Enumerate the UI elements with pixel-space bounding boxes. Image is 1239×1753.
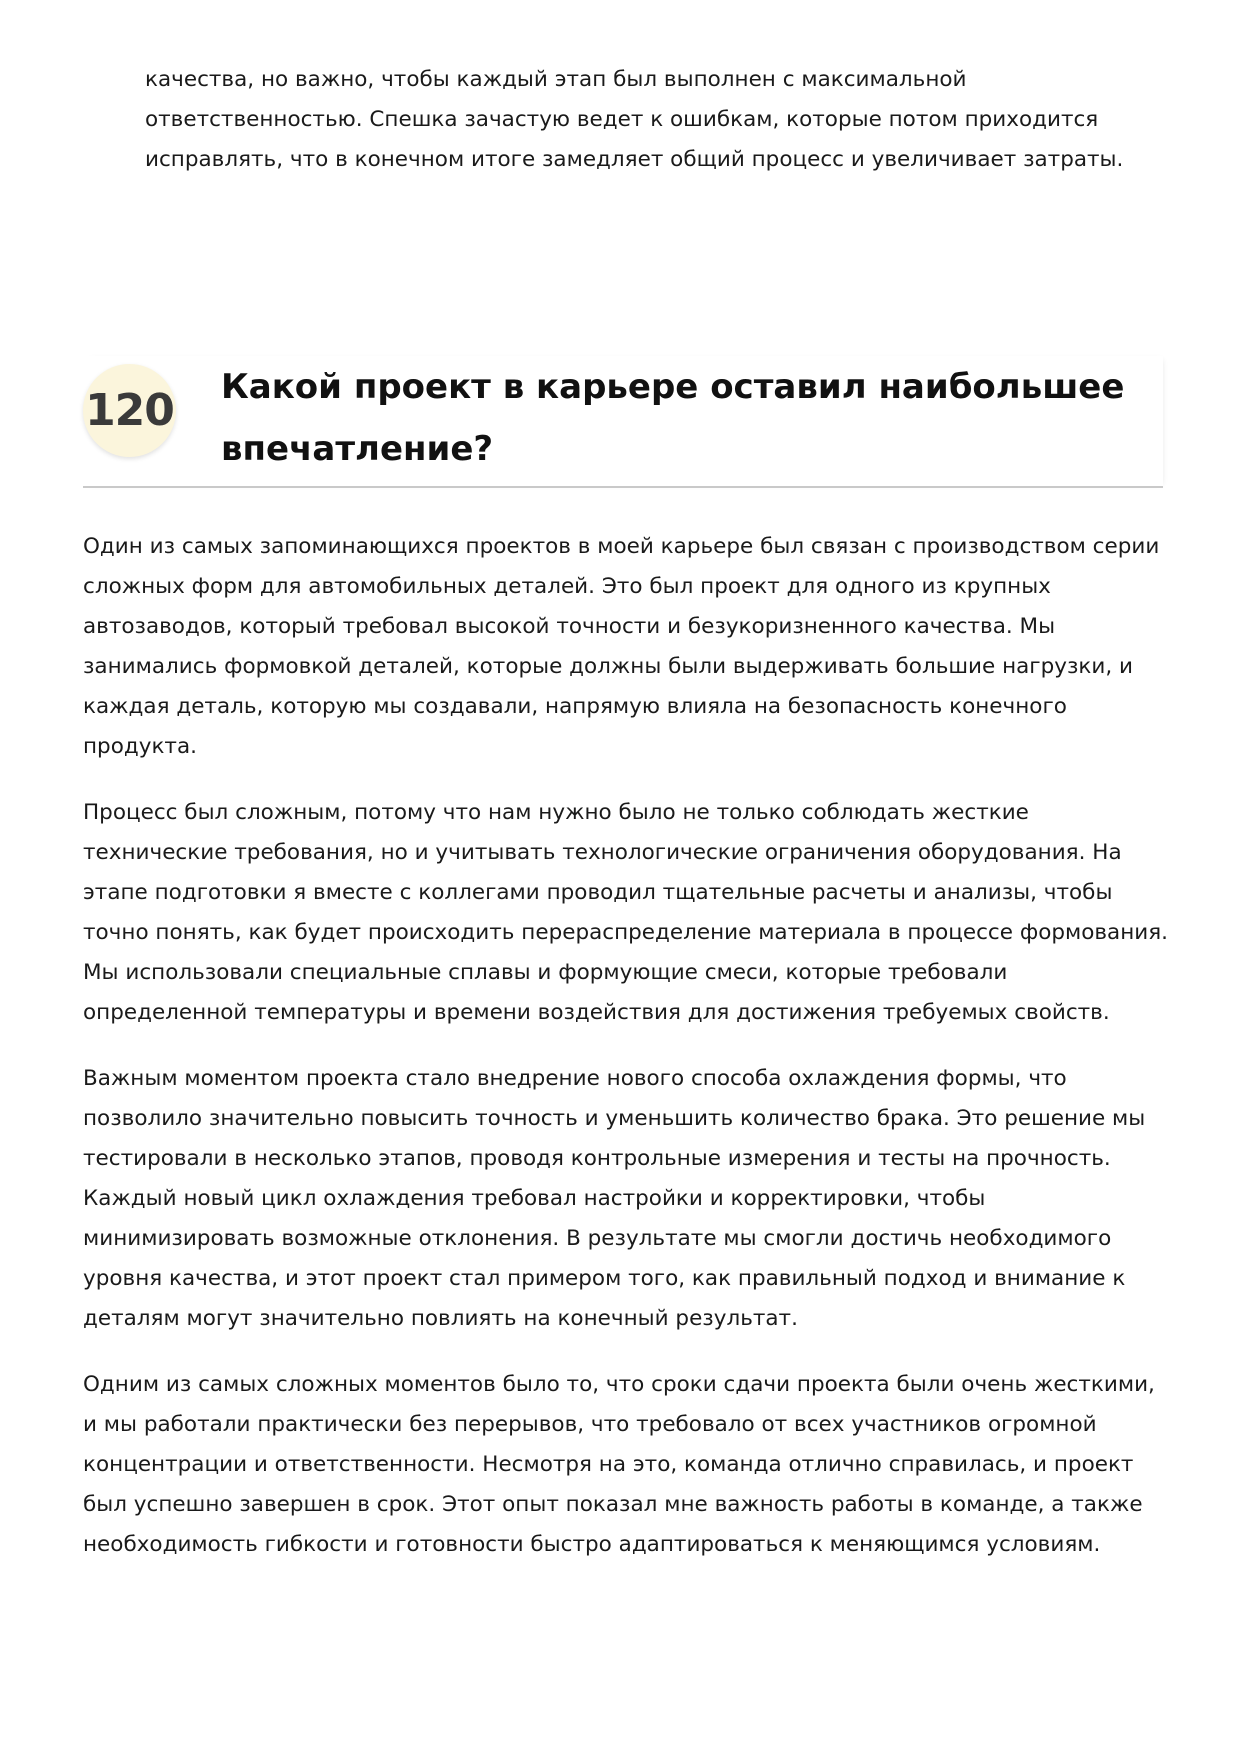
- question-number-badge: 120: [83, 364, 176, 457]
- question-header: [83, 356, 1163, 488]
- answer-paragraph: Одним из самых сложных моментов было то, что сроки сдачи проекта были очень жесткими, и мы работали практически без перерывов, что требовало от всех участников огромной концентрации и ответственности. Несмотря на это, команда отлично справилась, и проект был успешно завершен в срок. Этот опыт показал мне важность работы в команде, а также необходимость гибкости и готовности быстро адаптироваться к меняющимся условиям.: [83, 1372, 1155, 1557]
- answer-paragraph: Важным моментом проекта стало внедрение нового способа охлаждения формы, что позволило значительно повысить точность и уменьшить количество брака. Это решение мы тестировали в несколько этапов, проводя контрольные измерения и тесты на прочность. Каждый новый цикл охлаждения требовал настройки и корректировки, чтобы минимизировать возможные отклонения. В результате мы смогли достичь необходимого уровня качества, и этот проект стал примером того, как правильный подход и внимание к деталям могут значительно повлиять на конечный результат.: [83, 1066, 1146, 1331]
- answer-body: [83, 527, 1168, 1591]
- answer-paragraph: Процесс был сложным, потому что нам нужно было не только соблюдать жесткие технические требования, но и учитывать технологические ограничения оборудования. На этапе подготовки я вместе с коллегами проводил тщательные расчеты и анализы, чтобы точно понять, как будет происходить перераспределение материала в процессе формования. Мы использовали специальные сплавы и формующие смеси, которые требовали определенной температуры и времени воздействия для достижения требуемых свойств.: [83, 800, 1169, 1025]
- previous-answer-continuation: качества, но важно, чтобы каждый этап был выполнен с максимальной ответственностью. Спешка зачастую ведет к ошибкам, которые потом приходится исправлять, что в конечном итоге замедляет общий процесс и увеличивает затраты.: [145, 67, 1124, 172]
- question-title: Какой проект в карьере оставил наибольшее впечатление?: [221, 367, 1125, 469]
- answer-paragraph: Один из самых запоминающихся проектов в моей карьере был связан с производством серии сложных форм для автомобильных деталей. Это был проект для одного из крупных автозаводов, который требовал высокой точности и безукоризненного качества. Мы занимались формовкой деталей, которые должны были выдерживать большие нагрузки, и каждая деталь, которую мы создавали, напрямую влияла на безопасность конечного продукта.: [83, 534, 1160, 759]
